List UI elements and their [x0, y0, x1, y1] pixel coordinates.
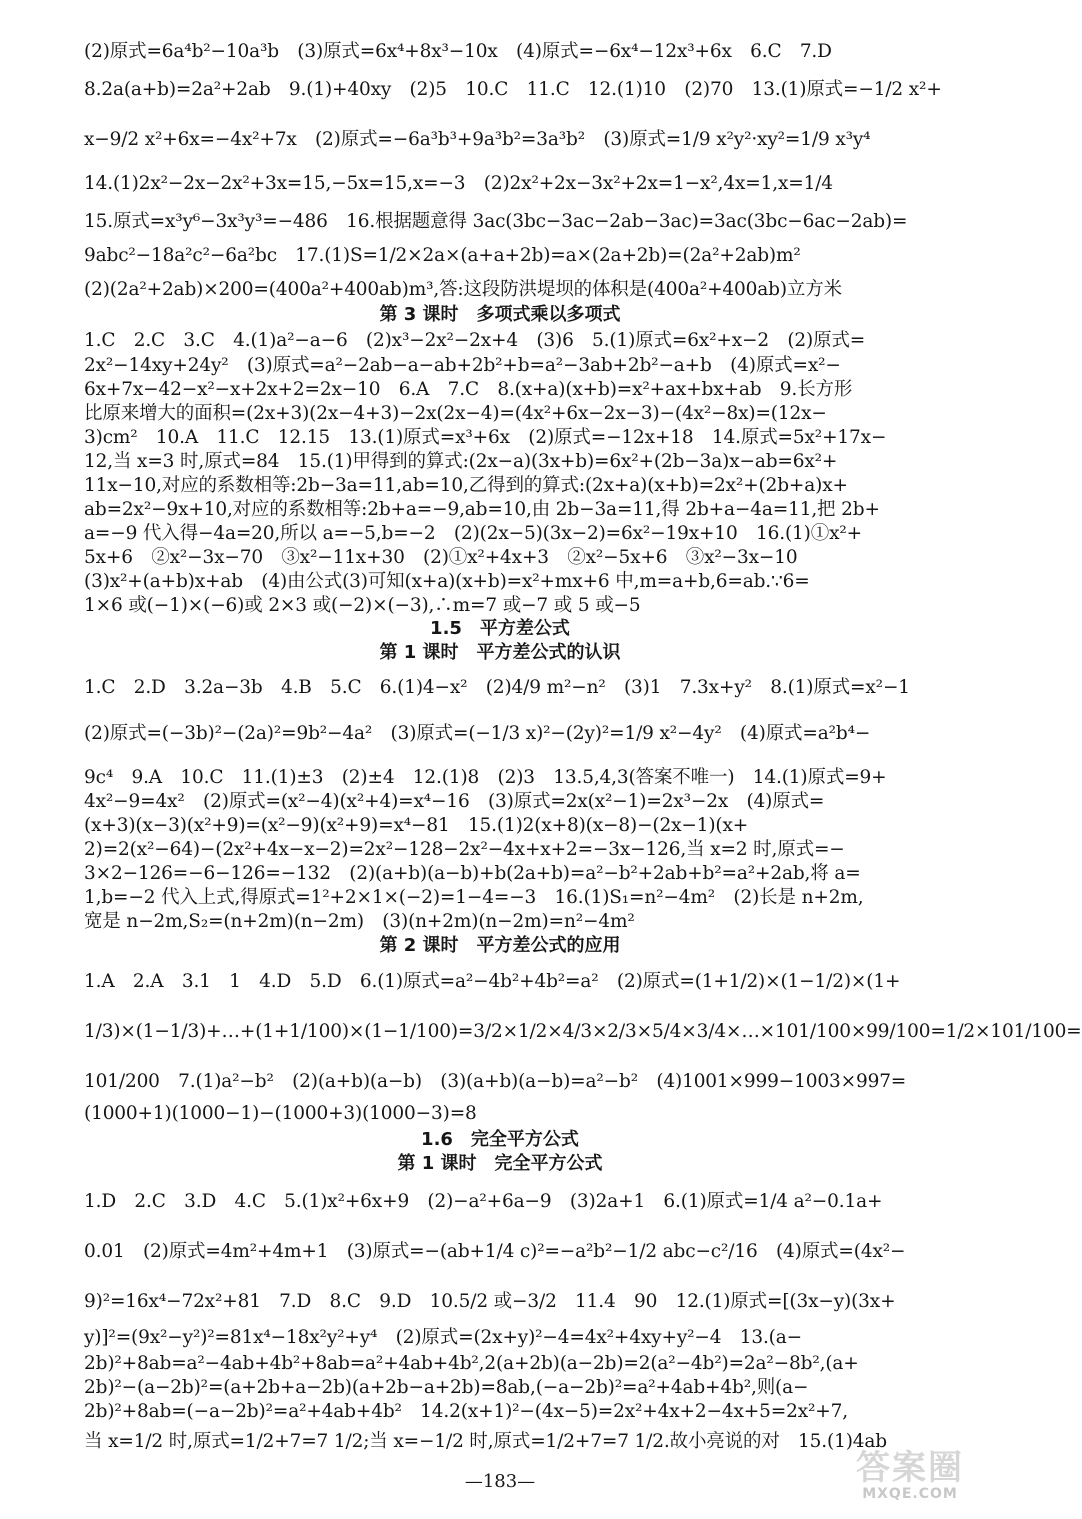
- answer-line: 2b)²−(a−2b)²=(a+2b+a−2b)(a+2b−a+2b)=8ab,(−a−2b)²=a²+4ab+4b²,则(a−: [84, 1377, 809, 1398]
- page-number: —183—: [464, 1471, 536, 1492]
- lesson-heading: 第 1 课时 平方差公式的认识: [379, 642, 621, 663]
- answer-line: 1/3)×(1−1/3)+…+(1+1/100)×(1−1/100)=3/2×1/2×4/3×2/3×5/4×3/4×…×101/100×99/100=1/2×101/100=: [84, 1021, 1082, 1042]
- answer-line: 101/200 7.(1)a²−b² (2)(a+b)(a−b) (3)(a+b)(a−b)=a²−b² (4)1001×999−1003×997=: [84, 1071, 907, 1092]
- answer-line: 1×6 或(−1)×(−6)或 2×3 或(−2)×(−3),∴m=7 或−7 或 5 或−5: [84, 595, 641, 616]
- section-heading: 1.6 完全平方公式: [421, 1129, 579, 1150]
- answer-line: 1.C 2.C 3.C 4.(1)a²−a−6 (2)x³−2x²−2x+4 (3)6 5.(1)原式=6x²+x−2 (2)原式=: [84, 330, 866, 351]
- answer-line: (3)x²+(a+b)x+ab (4)由公式(3)可知(x+a)(x+b)=x²+mx+6 中,m=a+b,6=ab.∵6=: [84, 571, 810, 592]
- answer-line: 1,b=−2 代入上式,得原式=1²+2×1×(−2)=1−4=−3 16.(1)S₁=n²−4m² (2)长是 n+2m,: [84, 887, 864, 908]
- answer-line: 9abc²−18a²c²−6a²bc 17.(1)S=1/2×2a×(a+a+2b)=a×(2a+2b)=(2a²+2ab)m²: [84, 245, 801, 266]
- answer-line: 4x²−9=4x² (2)原式=(x²−4)(x²+4)=x⁴−16 (3)原式=2x(x²−1)=2x³−2x (4)原式=: [84, 791, 825, 812]
- answer-line: x−9/2 x²+6x=−4x²+7x (2)原式=−6a³b³+9a³b²=3a³b² (3)原式=1/9 x²y²·xy²=1/9 x³y⁴: [84, 129, 871, 150]
- answer-line: 1.A 2.A 3.1 1 4.D 5.D 6.(1)原式=a²−4b²+4b²=a² (2)原式=(1+1/2)×(1−1/2)×(1+: [84, 971, 901, 992]
- lesson-heading: 第 1 课时 完全平方公式: [397, 1153, 603, 1174]
- answer-line: 5x+6 ②x²−3x−70 ③x²−11x+30 (2)①x²+4x+3 ②x²−5x+6 ③x²−3x−10: [84, 547, 798, 568]
- answer-line: (2)(2a²+2ab)×200=(400a²+400ab)m³,答:这段防洪堤坝的体积是(400a²+400ab)立方米: [84, 279, 842, 300]
- answer-line: 0.01 (2)原式=4m²+4m+1 (3)原式=−(ab+1/4 c)²=−a²b²−1/2 abc−c²/16 (4)原式=(4x²−: [84, 1241, 906, 1262]
- answer-line: (2)原式=6a⁴b²−10a³b (3)原式=6x⁴+8x³−10x (4)原式=−6x⁴−12x³+6x 6.C 7.D: [84, 41, 832, 62]
- watermark-logo: [830, 1440, 990, 1512]
- answer-line: 2x²−14xy+24y² (3)原式=a²−2ab−a−ab+2b²+b=a²−3ab+2b²−a+b (4)原式=x²−: [84, 355, 841, 376]
- answer-line: (2)原式=(−3b)²−(2a)²=9b²−4a² (3)原式=(−1/3 x)²−(2y)²=1/9 x²−4y² (4)原式=a²b⁴−: [84, 723, 871, 744]
- answer-line: 8.2a(a+b)=2a²+2ab 9.(1)+40xy (2)5 10.C 11.C 12.(1)10 (2)70 13.(1)原式=−1/2 x²+: [84, 79, 942, 100]
- answer-line: (x+3)(x−3)(x²+9)=(x²−9)(x²+9)=x⁴−81 15.(1)2(x+8)(x−8)−(2x−1)(x+: [84, 815, 749, 836]
- answer-line: 1.C 2.D 3.2a−3b 4.B 5.C 6.(1)4−x² (2)4/9 m²−n² (3)1 7.3x+y² 8.(1)原式=x²−1: [84, 677, 910, 698]
- answer-line: 12,当 x=3 时,原式=84 15.(1)甲得到的算式:(2x−a)(3x+b)=6x²+(2b−3a)x−ab=6x²+: [84, 451, 838, 472]
- answer-line: 宽是 n−2m,S₂=(n+2m)(n−2m) (3)(n+2m)(n−2m)=n²−4m²: [84, 911, 635, 932]
- answer-line: 比原来增大的面积=(2x+3)(2x−4+3)−2x(2x−4)=(4x²+6x−2x−3)−(4x²−8x)=(12x−: [84, 403, 827, 424]
- answer-line: ab=2x²−9x+10,对应的系数相等:2b+a=−9,ab=10,由 2b−3a=11,得 2b+a−4a=11,把 2b+: [84, 499, 880, 520]
- answer-line: a=−9 代入得−4a=20,所以 a=−5,b=−2 (2)(2x−5)(3x−2)=6x²−19x+10 16.(1)①x²+: [84, 523, 862, 544]
- lesson-heading: 第 3 课时 多项式乘以多项式: [379, 304, 621, 325]
- answer-line: 3)cm² 10.A 11.C 12.15 13.(1)原式=x³+6x (2)原式=−12x+18 14.原式=5x²+17x−: [84, 427, 887, 448]
- answer-line: 3×2−126=−6−126=−132 (2)(a+b)(a−b)+b(2a+b)=a²−b²+2ab+b²=a²+2ab,将 a=: [84, 863, 861, 884]
- answer-line: y)]²=(9x²−y²)²=81x⁴−18x²y²+y⁴ (2)原式=(2x+y)²−4=4x²+4xy+y²−4 13.(a−: [84, 1327, 802, 1348]
- lesson-heading: 第 2 课时 平方差公式的应用: [379, 935, 621, 956]
- answer-line: 2b)²+8ab=a²−4ab+4b²+8ab=a²+4ab+4b²,2(a+2b)(a−2b)=2(a²−4b²)=2a²−8b²,(a+: [84, 1353, 859, 1374]
- answer-line: 2)=2(x²−64)−(2x²+4x−x−2)=2x²−128−2x²−4x+x+2=−3x−126,当 x=2 时,原式=−: [84, 839, 845, 860]
- answer-line: 14.(1)2x²−2x−2x²+3x=15,−5x=15,x=−3 (2)2x²+2x−3x²+2x=1−x²,4x=1,x=1/4: [84, 173, 833, 194]
- answer-line: 当 x=1/2 时,原式=1/2+7=7 1/2;当 x=−1/2 时,原式=1/2+7=7 1/2.故小亮说的对 15.(1)4ab: [84, 1431, 887, 1452]
- answer-line: 2b)²+8ab=(−a−2b)²=a²+4ab+4b² 14.2(x+1)²−(4x−5)=2x²+4x+2−4x+5=2x²+7,: [84, 1401, 848, 1422]
- section-heading: 1.5 平方差公式: [430, 618, 570, 639]
- watermark-url: MXQE.COM: [862, 1486, 958, 1502]
- answer-line: 9c⁴ 9.A 10.C 11.(1)±3 (2)±4 12.(1)8 (2)3 13.5,4,3(答案不唯一) 14.(1)原式=9+: [84, 767, 887, 788]
- watermark-title: 答案圈: [856, 1448, 964, 1488]
- answer-line: 9)²=16x⁴−72x²+81 7.D 8.C 9.D 10.5/2 或−3/2 11.4 90 12.(1)原式=[(3x−y)(3x+: [84, 1291, 896, 1312]
- answer-line: 6x+7x−42−x²−x+2x+2=2x−10 6.A 7.C 8.(x+a)(x+b)=x²+ax+bx+ab 9.长方形: [84, 379, 853, 400]
- answer-line: 11x−10,对应的系数相等:2b−3a=11,ab=10,乙得到的算式:(2x+a)(x+b)=2x²+(2b+a)x+: [84, 475, 848, 496]
- answer-line: 15.原式=x³y⁶−3x³y³=−486 16.根据题意得 3ac(3bc−3ac−2ab−3ac)=3ac(3bc−6ac−2ab)=: [84, 211, 908, 232]
- answer-line: (1000+1)(1000−1)−(1000+3)(1000−3)=8: [84, 1103, 477, 1124]
- answer-line: 1.D 2.C 3.D 4.C 5.(1)x²+6x+9 (2)−a²+6a−9 (3)2a+1 6.(1)原式=1/4 a²−0.1a+: [84, 1191, 883, 1212]
